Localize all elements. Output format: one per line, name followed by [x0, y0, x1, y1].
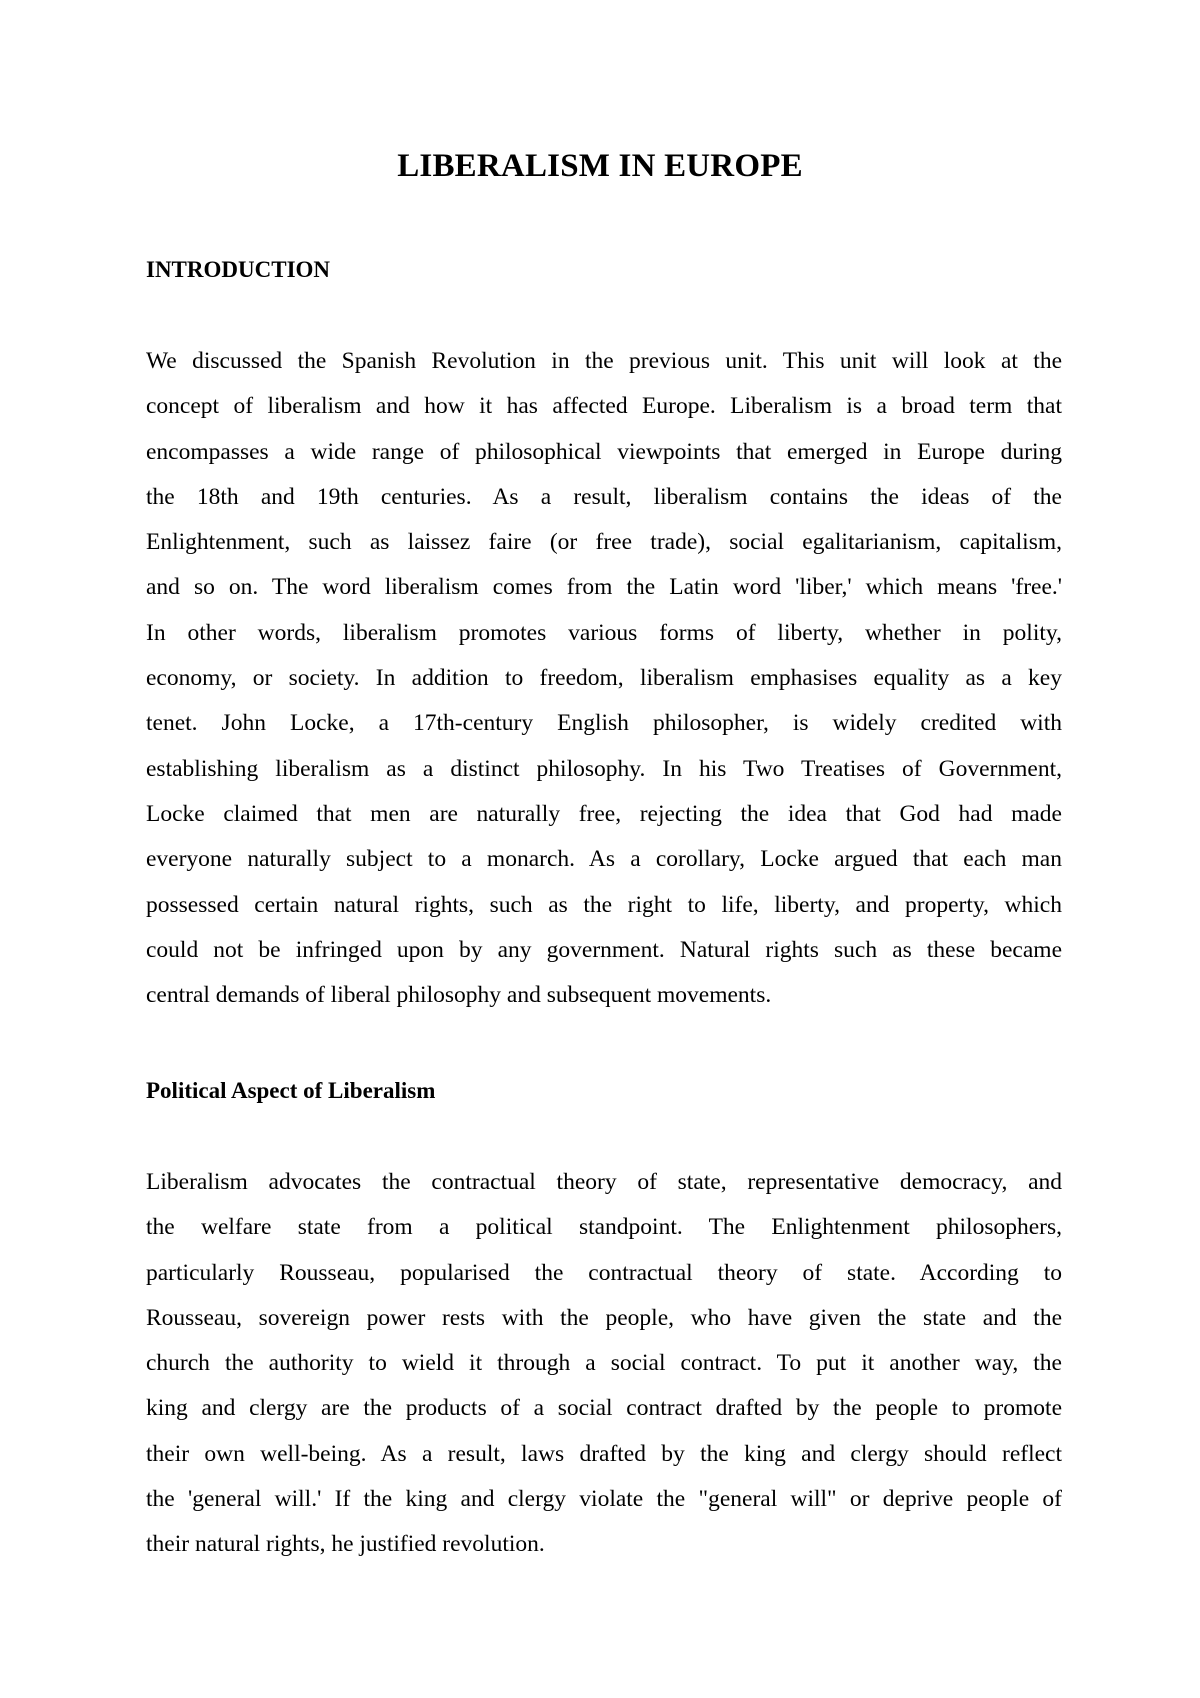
section-heading-introduction: INTRODUCTION [146, 257, 331, 282]
paragraph-line: and so on. The word liberalism comes from the Latin word 'liber,' which means 'free.' [146, 574, 1062, 601]
paragraph-line: Rousseau, sovereign power rests with the people, who have given the state and the [146, 1304, 1062, 1331]
document-title: LIBERALISM IN EUROPE [397, 148, 803, 184]
paragraph-line: their natural rights, he justified revolution. [146, 1531, 545, 1558]
paragraph-line: Liberalism advocates the contractual theory of state, representative democracy, and [146, 1169, 1062, 1195]
paragraph-line: Enlightenment, such as laissez faire (or free trade), social egalitarianism, capitalism, [146, 529, 1062, 556]
paragraph-line: Locke claimed that men are naturally free, rejecting the idea that God had made [146, 800, 1062, 827]
paragraph-line: their own well-being. As a result, laws drafted by the king and clergy should reflect [146, 1440, 1062, 1467]
paragraph-line: could not be infringed upon by any government. Natural rights such as these became [146, 936, 1062, 963]
paragraph-introduction [146, 339, 1062, 1018]
paragraph-line: tenet. John Locke, a 17th-century English philosopher, is widely credited with [146, 710, 1062, 737]
paragraph-line: church the authority to wield it through a social contract. To put it another way, the [146, 1350, 1062, 1377]
paragraph-line: particularly Rousseau, popularised the contractual theory of state. According to [146, 1259, 1062, 1286]
paragraph-line: economy, or society. In addition to freedom, liberalism emphasises equality as a key [146, 665, 1062, 692]
paragraph-line: In other words, liberalism promotes various forms of liberty, whether in polity, [146, 619, 1062, 646]
paragraph-line: the welfare state from a political standpoint. The Enlightenment philosophers, [146, 1214, 1062, 1241]
paragraph-line: central demands of liberal philosophy and subsequent movements. [146, 982, 772, 1009]
paragraph-line: possessed certain natural rights, such as the right to life, liberty, and property, which [146, 891, 1062, 918]
paragraph-line: everyone naturally subject to a monarch. As a corollary, Locke argued that each man [146, 846, 1062, 873]
paragraph-line: establishing liberalism as a distinct philosophy. In his Two Treatises of Government, [146, 755, 1062, 782]
paragraph-line: king and clergy are the products of a social contract drafted by the people to promote [146, 1395, 1062, 1422]
paragraph-line: the 18th and 19th centuries. As a result, liberalism contains the ideas of the [146, 483, 1062, 510]
paragraph-line: encompasses a wide range of philosophical viewpoints that emerged in Europe during [146, 438, 1062, 465]
paragraph-political-aspect [146, 1160, 1062, 1568]
section-heading-political-aspect: Political Aspect of Liberalism [146, 1078, 436, 1103]
paragraph-line: concept of liberalism and how it has affected Europe. Liberalism is a broad term that [146, 393, 1062, 420]
paragraph-line: the 'general will.' If the king and clergy violate the "general will" or deprive people of [146, 1486, 1062, 1513]
paragraph-line: We discussed the Spanish Revolution in the previous unit. This unit will look at the [146, 348, 1062, 374]
